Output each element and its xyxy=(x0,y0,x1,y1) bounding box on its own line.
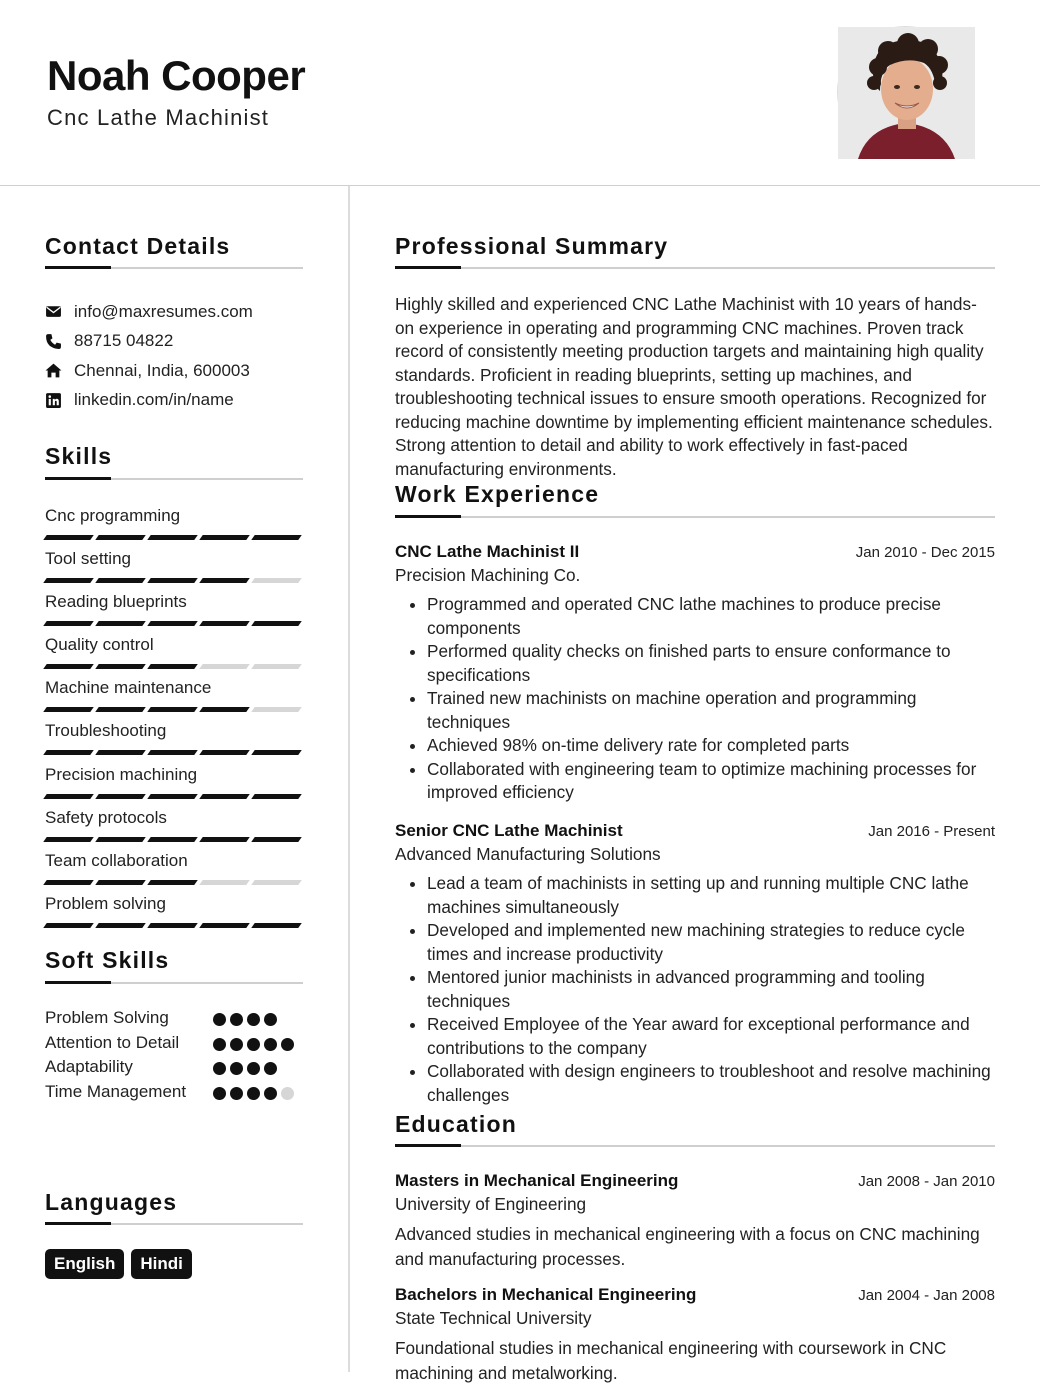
soft-skill-row xyxy=(45,1031,303,1056)
job-entry xyxy=(395,821,995,1107)
phone-icon xyxy=(45,333,62,350)
skill-level-segment xyxy=(199,535,250,540)
skill-level-segment xyxy=(43,664,94,669)
skill-level-segment xyxy=(251,923,302,928)
avatar-portrait-icon xyxy=(838,27,975,159)
job-date: Jan 2010 - Dec 2015 xyxy=(855,544,995,561)
skill-level-bars xyxy=(45,578,303,583)
skill-label: Tool setting xyxy=(45,549,131,569)
soft-skill-dots xyxy=(213,1006,277,1030)
skill-level-segment xyxy=(95,794,146,799)
skill-level-segment xyxy=(43,750,94,755)
education-entry xyxy=(395,1171,995,1271)
education-section-rule xyxy=(395,1145,995,1147)
contact-address-text: Chennai, India, 600003 xyxy=(74,360,250,380)
job-bullet: • Performed quality checks on finished parts to ensure conformance to specifications xyxy=(427,640,995,687)
contact-phone-text: 88715 04822 xyxy=(74,331,174,351)
contact-phone[interactable] xyxy=(45,327,305,357)
skill-level-bars xyxy=(45,621,303,626)
contact-linkedin-text: linkedin.com/in/name xyxy=(74,390,234,410)
skill-row xyxy=(45,848,303,891)
soft-skill-dot xyxy=(247,1062,260,1075)
summary-section-rule xyxy=(395,267,995,269)
job-bullet: • Lead a team of machinists in setting up and running multiple CNC lathe machines simultaneously xyxy=(427,872,995,919)
skill-row xyxy=(45,503,303,546)
candidate-name: Noah Cooper xyxy=(47,52,306,99)
education-entry xyxy=(395,1285,995,1385)
job-bullet: • Trained new machinists on machine operation and programming techniques xyxy=(427,687,995,734)
contact-list xyxy=(45,297,305,415)
skill-label: Reading blueprints xyxy=(45,592,187,612)
skill-label: Cnc programming xyxy=(45,506,181,525)
skill-row xyxy=(45,718,303,761)
skill-level-segment xyxy=(95,837,146,842)
contact-section-rule xyxy=(45,267,303,269)
skill-level-segment xyxy=(95,621,146,626)
soft-skills-section-title: Soft Skills xyxy=(45,947,170,973)
skill-level-segment xyxy=(147,707,198,712)
skill-level-segment xyxy=(251,750,302,755)
soft-skill-dot xyxy=(213,1013,226,1026)
skill-level-segment xyxy=(147,794,198,799)
skill-level-segment xyxy=(199,794,250,799)
skills-section-rule xyxy=(45,478,303,480)
contact-linkedin[interactable] xyxy=(45,386,305,416)
skill-row xyxy=(45,891,303,934)
languages-section-title: Languages xyxy=(45,1189,178,1215)
resume-header xyxy=(0,0,1040,186)
soft-skill-row xyxy=(45,1006,303,1031)
soft-skill-dot xyxy=(213,1087,226,1100)
languages-section-rule xyxy=(45,1223,303,1225)
job-bullet: • Received Employee of the Year award for exceptional performance and contributions to the company xyxy=(427,1013,995,1060)
skill-level-segment xyxy=(199,750,250,755)
soft-skill-dot xyxy=(247,1087,260,1100)
soft-skill-dot xyxy=(264,1038,277,1051)
soft-skill-dot xyxy=(281,1038,294,1051)
soft-skill-dot xyxy=(230,1038,243,1051)
languages-list xyxy=(45,1249,192,1279)
soft-skill-row xyxy=(45,1055,303,1080)
soft-skill-dot xyxy=(264,1013,277,1026)
education-date: Jan 2008 - Jan 2010 xyxy=(858,1173,995,1190)
soft-skill-dot xyxy=(281,1087,294,1100)
education-school: State Technical University xyxy=(395,1308,592,1328)
soft-skills-list xyxy=(45,1006,303,1104)
job-entry xyxy=(395,542,995,805)
summary-section-title: Professional Summary xyxy=(395,233,669,259)
soft-skill-label: Time Management xyxy=(45,1081,187,1101)
skill-level-segment xyxy=(251,621,302,626)
skill-level-segment xyxy=(251,837,302,842)
soft-skill-dots xyxy=(213,1055,277,1079)
skill-level-segment xyxy=(251,707,302,712)
skill-row xyxy=(45,675,303,718)
skill-level-segment xyxy=(251,578,302,583)
skill-label: Troubleshooting xyxy=(45,721,167,741)
summary-text: Highly skilled and experienced CNC Lathe Machinist with 10 years of hands-on experience in operating and programming CNC machines. Proven track record of consistently meeting production targets and maintaining high quality standards. Proficient in reading blueprints, setting up machines, and troubleshooting technical issues to ensure smooth operations. Recognized for reducing machine downtime by implementing efficient maintenance schedules. Strong attention to detail and ability to work effectively in fast-paced manufacturing environments. xyxy=(395,294,993,479)
skill-level-segment xyxy=(95,578,146,583)
skill-level-segment xyxy=(147,837,198,842)
contact-email[interactable] xyxy=(45,297,305,327)
skill-label: Safety protocols xyxy=(45,807,167,827)
skill-level-segment xyxy=(43,707,94,712)
job-title: Senior CNC Lathe Machinist xyxy=(395,821,623,840)
skill-label: Machine maintenance xyxy=(45,678,212,698)
profile-photo xyxy=(837,26,974,158)
job-bullet: • Collaborated with engineering team to optimize machining processes for improved efficiency xyxy=(427,758,995,805)
soft-skill-dot xyxy=(213,1062,226,1075)
language-badge: English xyxy=(45,1249,124,1279)
skill-level-segment xyxy=(199,621,250,626)
soft-skill-label: Adaptability xyxy=(45,1057,133,1076)
linkedin-icon xyxy=(45,392,62,409)
skill-level-segment xyxy=(43,794,94,799)
contact-email-text: info@maxresumes.com xyxy=(74,301,253,321)
job-bullet: • Programmed and operated CNC lathe machines to produce precise components xyxy=(427,593,995,640)
soft-skill-dot xyxy=(213,1038,226,1051)
skill-level-bars xyxy=(45,880,303,885)
education-section-title: Education xyxy=(395,1111,517,1137)
skill-level-segment xyxy=(251,535,302,540)
soft-skill-label: Problem Solving xyxy=(45,1008,169,1027)
job-date: Jan 2016 - Present xyxy=(868,823,995,840)
skill-level-segment xyxy=(251,880,302,885)
skills-list xyxy=(45,503,303,934)
skill-row xyxy=(45,546,303,589)
education-school: University of Engineering xyxy=(395,1194,587,1214)
soft-skill-dot xyxy=(230,1062,243,1075)
language-badge: Hindi xyxy=(131,1249,192,1279)
contact-section-title: Contact Details xyxy=(45,233,231,259)
skill-row xyxy=(45,762,303,805)
candidate-role: Cnc Lathe Machinist xyxy=(47,105,270,130)
contact-address xyxy=(45,356,305,386)
skill-label: Precision machining xyxy=(45,764,198,784)
soft-skill-row xyxy=(45,1080,303,1105)
skill-level-segment xyxy=(199,578,250,583)
skill-row xyxy=(45,632,303,675)
skill-level-bars xyxy=(45,794,303,799)
home-icon xyxy=(45,362,62,379)
job-company: Advanced Manufacturing Solutions xyxy=(395,844,661,864)
skill-level-segment xyxy=(95,664,146,669)
job-bullet: • Achieved 98% on-time delivery rate for completed parts xyxy=(427,734,995,758)
skill-level-segment xyxy=(43,621,94,626)
skill-level-segment xyxy=(199,837,250,842)
skill-level-segment xyxy=(95,535,146,540)
skill-level-segment xyxy=(199,923,250,928)
soft-skill-dot xyxy=(230,1087,243,1100)
skill-level-bars xyxy=(45,664,303,669)
job-bullet: • Mentored junior machinists in advanced programming and tooling techniques xyxy=(427,966,995,1013)
skill-level-segment xyxy=(43,578,94,583)
soft-skills-section-rule xyxy=(45,982,303,984)
skill-level-segment xyxy=(95,923,146,928)
skill-level-segment xyxy=(43,535,94,540)
skill-row xyxy=(45,805,303,848)
skill-level-segment xyxy=(95,707,146,712)
soft-skill-dot xyxy=(264,1062,277,1075)
skill-level-bars xyxy=(45,535,303,540)
skill-level-segment xyxy=(147,923,198,928)
skill-level-bars xyxy=(45,750,303,755)
skill-label: Problem solving xyxy=(45,893,166,913)
experience-section-rule xyxy=(395,516,995,518)
soft-skill-dot xyxy=(247,1013,260,1026)
skill-level-segment xyxy=(199,880,250,885)
skill-level-bars xyxy=(45,923,303,928)
skill-level-segment xyxy=(43,880,94,885)
education-description: Foundational studies in mechanical engineering with coursework in CNC machining and metalworking. xyxy=(395,1338,947,1383)
job-bullet: • Developed and implemented new machining strategies to reduce cycle times and increase productivity xyxy=(427,919,995,966)
skill-level-segment xyxy=(147,535,198,540)
skill-level-segment xyxy=(251,664,302,669)
skill-level-segment xyxy=(199,664,250,669)
skill-level-segment xyxy=(199,707,250,712)
column-divider xyxy=(348,186,350,1372)
soft-skill-dot xyxy=(230,1013,243,1026)
soft-skill-dots xyxy=(213,1031,294,1055)
skill-level-segment xyxy=(43,837,94,842)
skill-level-segment xyxy=(251,794,302,799)
job-bullets xyxy=(395,593,995,805)
skill-level-segment xyxy=(95,750,146,755)
soft-skill-dots xyxy=(213,1080,294,1104)
skill-level-bars xyxy=(45,707,303,712)
skill-level-segment xyxy=(147,664,198,669)
skill-row xyxy=(45,589,303,632)
skill-level-segment xyxy=(95,880,146,885)
education-date: Jan 2004 - Jan 2008 xyxy=(858,1287,995,1304)
envelope-icon xyxy=(45,303,62,320)
skill-level-segment xyxy=(147,578,198,583)
skills-section-title: Skills xyxy=(45,443,113,469)
education-description: Advanced studies in mechanical engineering with a focus on CNC machining and manufacturing processes. xyxy=(395,1224,980,1269)
skill-level-segment xyxy=(43,923,94,928)
skill-label: Team collaboration xyxy=(45,850,188,870)
soft-skill-label: Attention to Detail xyxy=(45,1032,180,1052)
job-title: CNC Lathe Machinist II xyxy=(395,542,580,561)
skill-level-segment xyxy=(147,750,198,755)
experience-section-title: Work Experience xyxy=(395,481,600,507)
soft-skill-dot xyxy=(264,1087,277,1100)
job-company: Precision Machining Co. xyxy=(395,565,581,585)
education-degree: Bachelors in Mechanical Engineering xyxy=(395,1285,697,1304)
soft-skill-dot xyxy=(247,1038,260,1051)
skill-level-segment xyxy=(147,621,198,626)
job-bullet: • Collaborated with design engineers to troubleshoot and resolve machining challenges xyxy=(427,1060,995,1107)
skill-level-bars xyxy=(45,837,303,842)
job-bullets xyxy=(395,872,995,1107)
skill-level-segment xyxy=(147,880,198,885)
education-degree: Masters in Mechanical Engineering xyxy=(395,1171,679,1190)
skill-label: Quality control xyxy=(45,635,154,655)
